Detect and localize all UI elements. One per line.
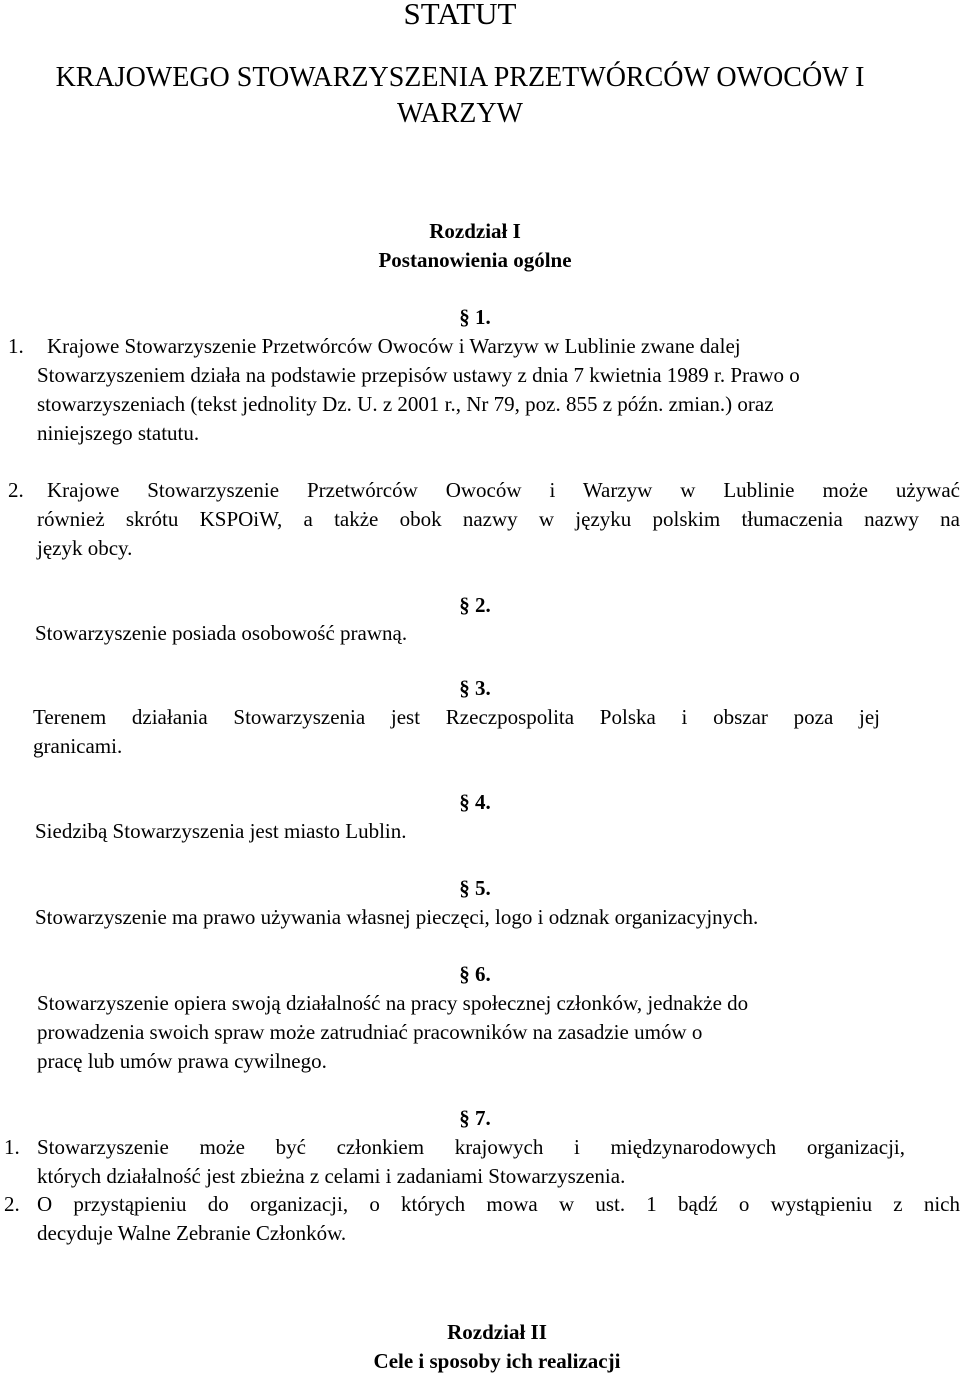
section-1-item-1-line-3: stowarzyszeniach (tekst jednolity Dz. U. z 2001 r., Nr 79, poz. 855 z późn. zmian.) oraz: [37, 392, 774, 416]
section-6-line-2: prowadzenia swoich spraw może zatrudniać pracowników na zasadzie umów o: [37, 1020, 703, 1044]
document-title: STATUT: [403, 0, 517, 31]
section-3-line-1: Terenem działania Stowarzyszenia jest Rzeczpospolita Polska i obszar poza jej: [33, 705, 880, 729]
section-5-heading: § 5.: [459, 876, 491, 900]
section-3-line-2: granicami.: [33, 734, 123, 758]
section-3-heading: § 3.: [459, 676, 491, 700]
section-5-text: Stowarzyszenie ma prawo używania własnej pieczęci, logo i odznak organizacyjnych.: [35, 905, 759, 929]
chapter-2-label: Rozdział II: [447, 1320, 547, 1344]
section-6-heading: § 6.: [459, 962, 491, 986]
section-7-item-1-line-2: których działalność jest zbieżna z celami i zadaniami Stowarzyszenia.: [37, 1164, 626, 1188]
section-1-item-1-number: 1.: [8, 334, 24, 358]
section-2-heading: § 2.: [459, 593, 491, 617]
section-7-item-1-line-1: Stowarzyszenie może być członkiem krajowych i międzynarodowych organizacji,: [37, 1135, 905, 1159]
document-subtitle-line-1: KRAJOWEGO STOWARZYSZENIA PRZETWÓRCÓW OWOCÓW I: [55, 62, 865, 93]
section-1-heading: § 1.: [459, 305, 491, 329]
chapter-1-label: Rozdział I: [429, 219, 521, 243]
section-4-heading: § 4.: [459, 790, 491, 814]
section-7-item-1-number: 1.: [4, 1135, 20, 1159]
document-subtitle-line-2: WARZYW: [397, 98, 523, 129]
section-4-text: Siedzibą Stowarzyszenia jest miasto Lublin.: [35, 819, 407, 843]
section-7-item-2-line-1: O przystąpieniu do organizacji, o których mowa w ust. 1 bądź o wystąpieniu z nich: [37, 1192, 960, 1216]
section-7-heading: § 7.: [459, 1106, 491, 1130]
chapter-1-title: Postanowienia ogólne: [378, 248, 572, 272]
section-1-item-2-line-2: również skrótu KSPOiW, a także obok nazwy w języku polskim tłumaczenia nazwy na: [37, 507, 960, 531]
section-2-text: Stowarzyszenie posiada osobowość prawną.: [35, 621, 408, 645]
section-1-item-1-line-4: niniejszego statutu.: [37, 421, 200, 445]
section-6-line-1: Stowarzyszenie opiera swoją działalność na pracy społecznej członków, jednakże do: [37, 991, 749, 1015]
section-7-item-2-line-2: decyduje Walne Zebranie Członków.: [37, 1221, 347, 1245]
section-1-item-2-line-1: Krajowe Stowarzyszenie Przetwórców Owoców i Warzyw w Lublinie może używać: [47, 478, 960, 502]
section-7-item-2-number: 2.: [4, 1192, 20, 1216]
section-1-item-1-line-1: Krajowe Stowarzyszenie Przetwórców Owoców i Warzyw w Lublinie zwane dalej: [47, 334, 741, 358]
chapter-2-title: Cele i sposoby ich realizacji: [373, 1349, 621, 1373]
section-1-item-1-line-2: Stowarzyszeniem działa na podstawie przepisów ustawy z dnia 7 kwietnia 1989 r. Prawo o: [37, 363, 800, 387]
section-1-item-2-line-3: język obcy.: [37, 536, 133, 560]
section-6-line-3: pracę lub umów prawa cywilnego.: [37, 1049, 327, 1073]
section-1-item-2-number: 2.: [8, 478, 24, 502]
